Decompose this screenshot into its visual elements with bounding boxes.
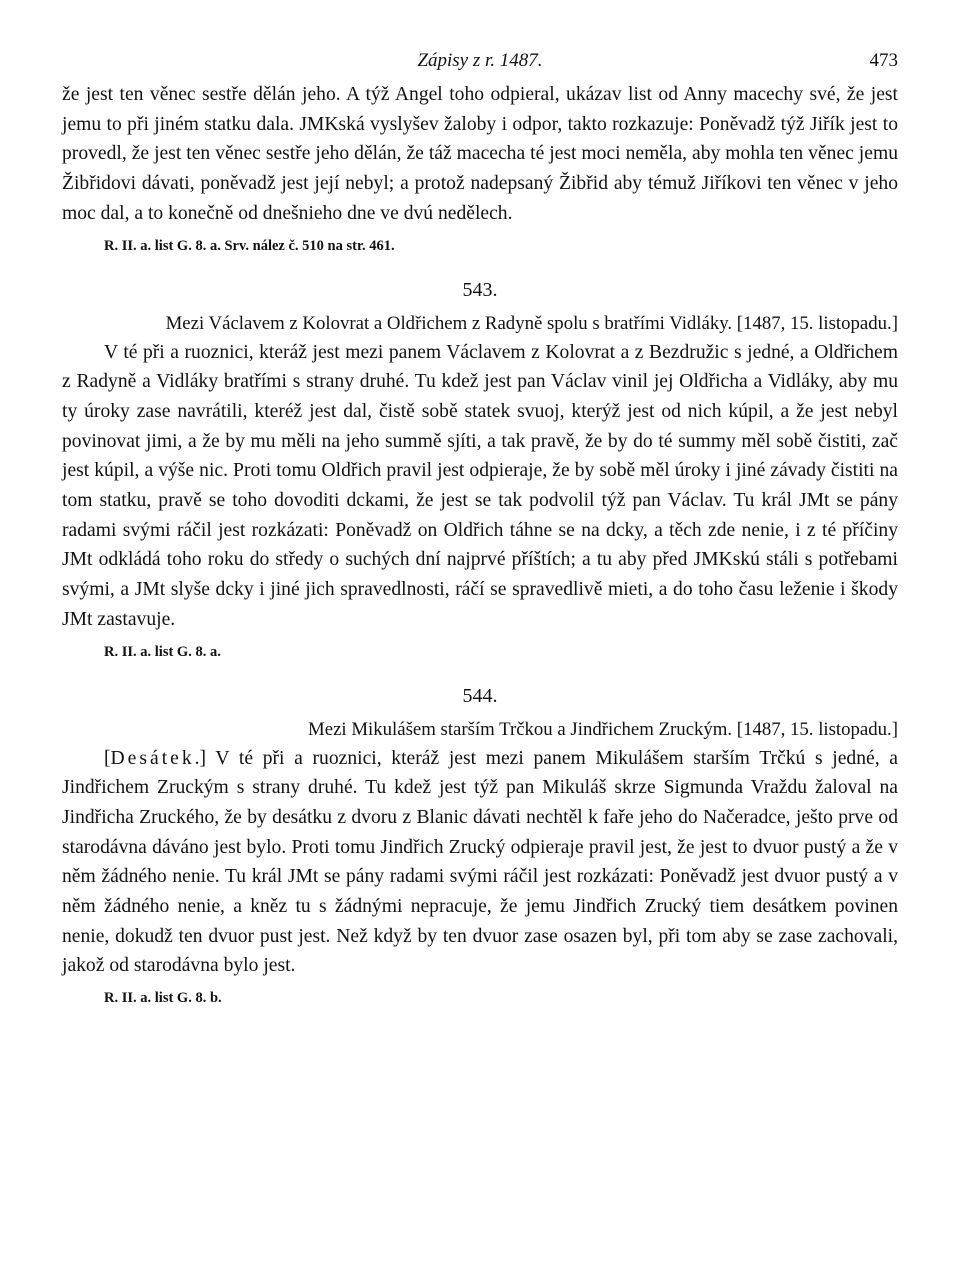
entry-number: 544.	[462, 684, 498, 707]
entry-text: V té při a ruoznici, kteráž jest mezi panem Václavem z Kolovrat a z Bezdružic s jedné, a Oldřichem z Radyně a Vidláky bratřími s strany druhé. Tu kdež jest pan Václav vinil jej Oldřicha a Vidláky, aby mu ty úroky zase navrátili, kteréž jest dal, čistě sobě statek svuoj, kterýž jest od nich kúpil, a že jest nebyl povinovat jimi, a že by mu měli na jeho summě sjíti, a tak pravě, že by do té summy měl sobě čistiti, zač jest kúpil, a výše nic. Proti tomu Oldřich pravil jest odpieraje, že by sobě měl úroky i jiné závady čistiti na tom statku, pravě se toho dovoditi dckami, že jest se tak podvolil týž pan Václav. Tu král JMt se pány radami svými ráčil jest rozkázati: Poněvadž on Oldřich táhne se na dcky, a těch zde nenie, i z té příčiny JMt odkládá toho roku do středy o suchých dní najprvé příštích; a tu aby před JMKskú stáli s potřebami svými, a JMt slyše dcky i jiné jich spravedlnosti, ráčí se spravedlivě mieti, a do toho času leženie i škody JMt zastavuje.	[62, 341, 898, 630]
entry-summary: Mezi Václavem z Kolovrat a Oldřichem z Radyně spolu s bratřími Vidláky. [1487, 15. listopadu.]	[165, 312, 898, 334]
entry-number: 543.	[462, 278, 498, 301]
entry-text	[62, 744, 898, 982]
running-title: Zápisy z r. 1487.	[417, 50, 543, 71]
page-number: 473	[869, 50, 898, 71]
keyword: Desátek	[110, 747, 195, 769]
continuation-paragraph: že jest ten věnec sestře dělán jeho. A týž Angel toho odpieral, ukázav list od Anny macechy své, že jest jemu to při jiném statku dala. JMKská vyslyšev žaloby i odpor, takto rozkazuje: Poněvadž týž Jiřík jest to provedl, že jest ten věnec sestře jeho dělán, že táž macecha té jest moci neměla, aby mohla ten věnec jemu Žibřidovi dávati, poněvadž jest její nebyl; a protož nadepsaný Žibřid aby témuž Jiříkovi ten věnec v jeho moc dal, a to konečně od dnešnieho dne ve dvú nedělech.	[62, 84, 898, 224]
source-reference: R. II. a. list G. 8. a.	[104, 643, 221, 660]
source-reference: R. II. a. list G. 8. b.	[104, 990, 222, 1007]
entry-summary: Mezi Mikulášem starším Trčkou a Jindřichem Zruckým. [1487, 15. listopadu.]	[308, 718, 898, 740]
source-reference: R. II. a. list G. 8. a. Srv. nález č. 510 na str. 461.	[104, 237, 395, 254]
bracket-open: [	[104, 747, 111, 769]
document-page	[62, 40, 898, 1009]
entry-text-body: .] V té při a ruoznici, kteráž jest mezi panem Mikulášem starším Trčkú s jedné, a Jindřichem Zruckým s strany druhé. Tu kdež jest týž pan Mikuláš skrze Sigmunda Vraždu žaloval na Jindřicha Zruckého, že by desátku z dvoru z Blanic dávati nechtěl k faře jeho do Načeradce, ješto prve od starodávna dáváno jest bylo. Proti tomu Jindřich Zrucký odpieraje pravil jest, že jest to dvuor pustý a že v něm žádného nenie. Tu král JMt se pány radami svými ráčil jest rozkázati: Poněvadž jest dvuor pustý a v něm žádného nenie, a kněz tu s žádnými nepracuje, že jemu Jindřich Zrucký tiem desátkem povinen nenie, dokudž ten dvuor pust jest. Než když by ten dvuor zase osazen byl, při tom aby se zase zachovali, jakož od starodávna bylo jest.	[62, 747, 898, 977]
page-header	[62, 40, 898, 80]
